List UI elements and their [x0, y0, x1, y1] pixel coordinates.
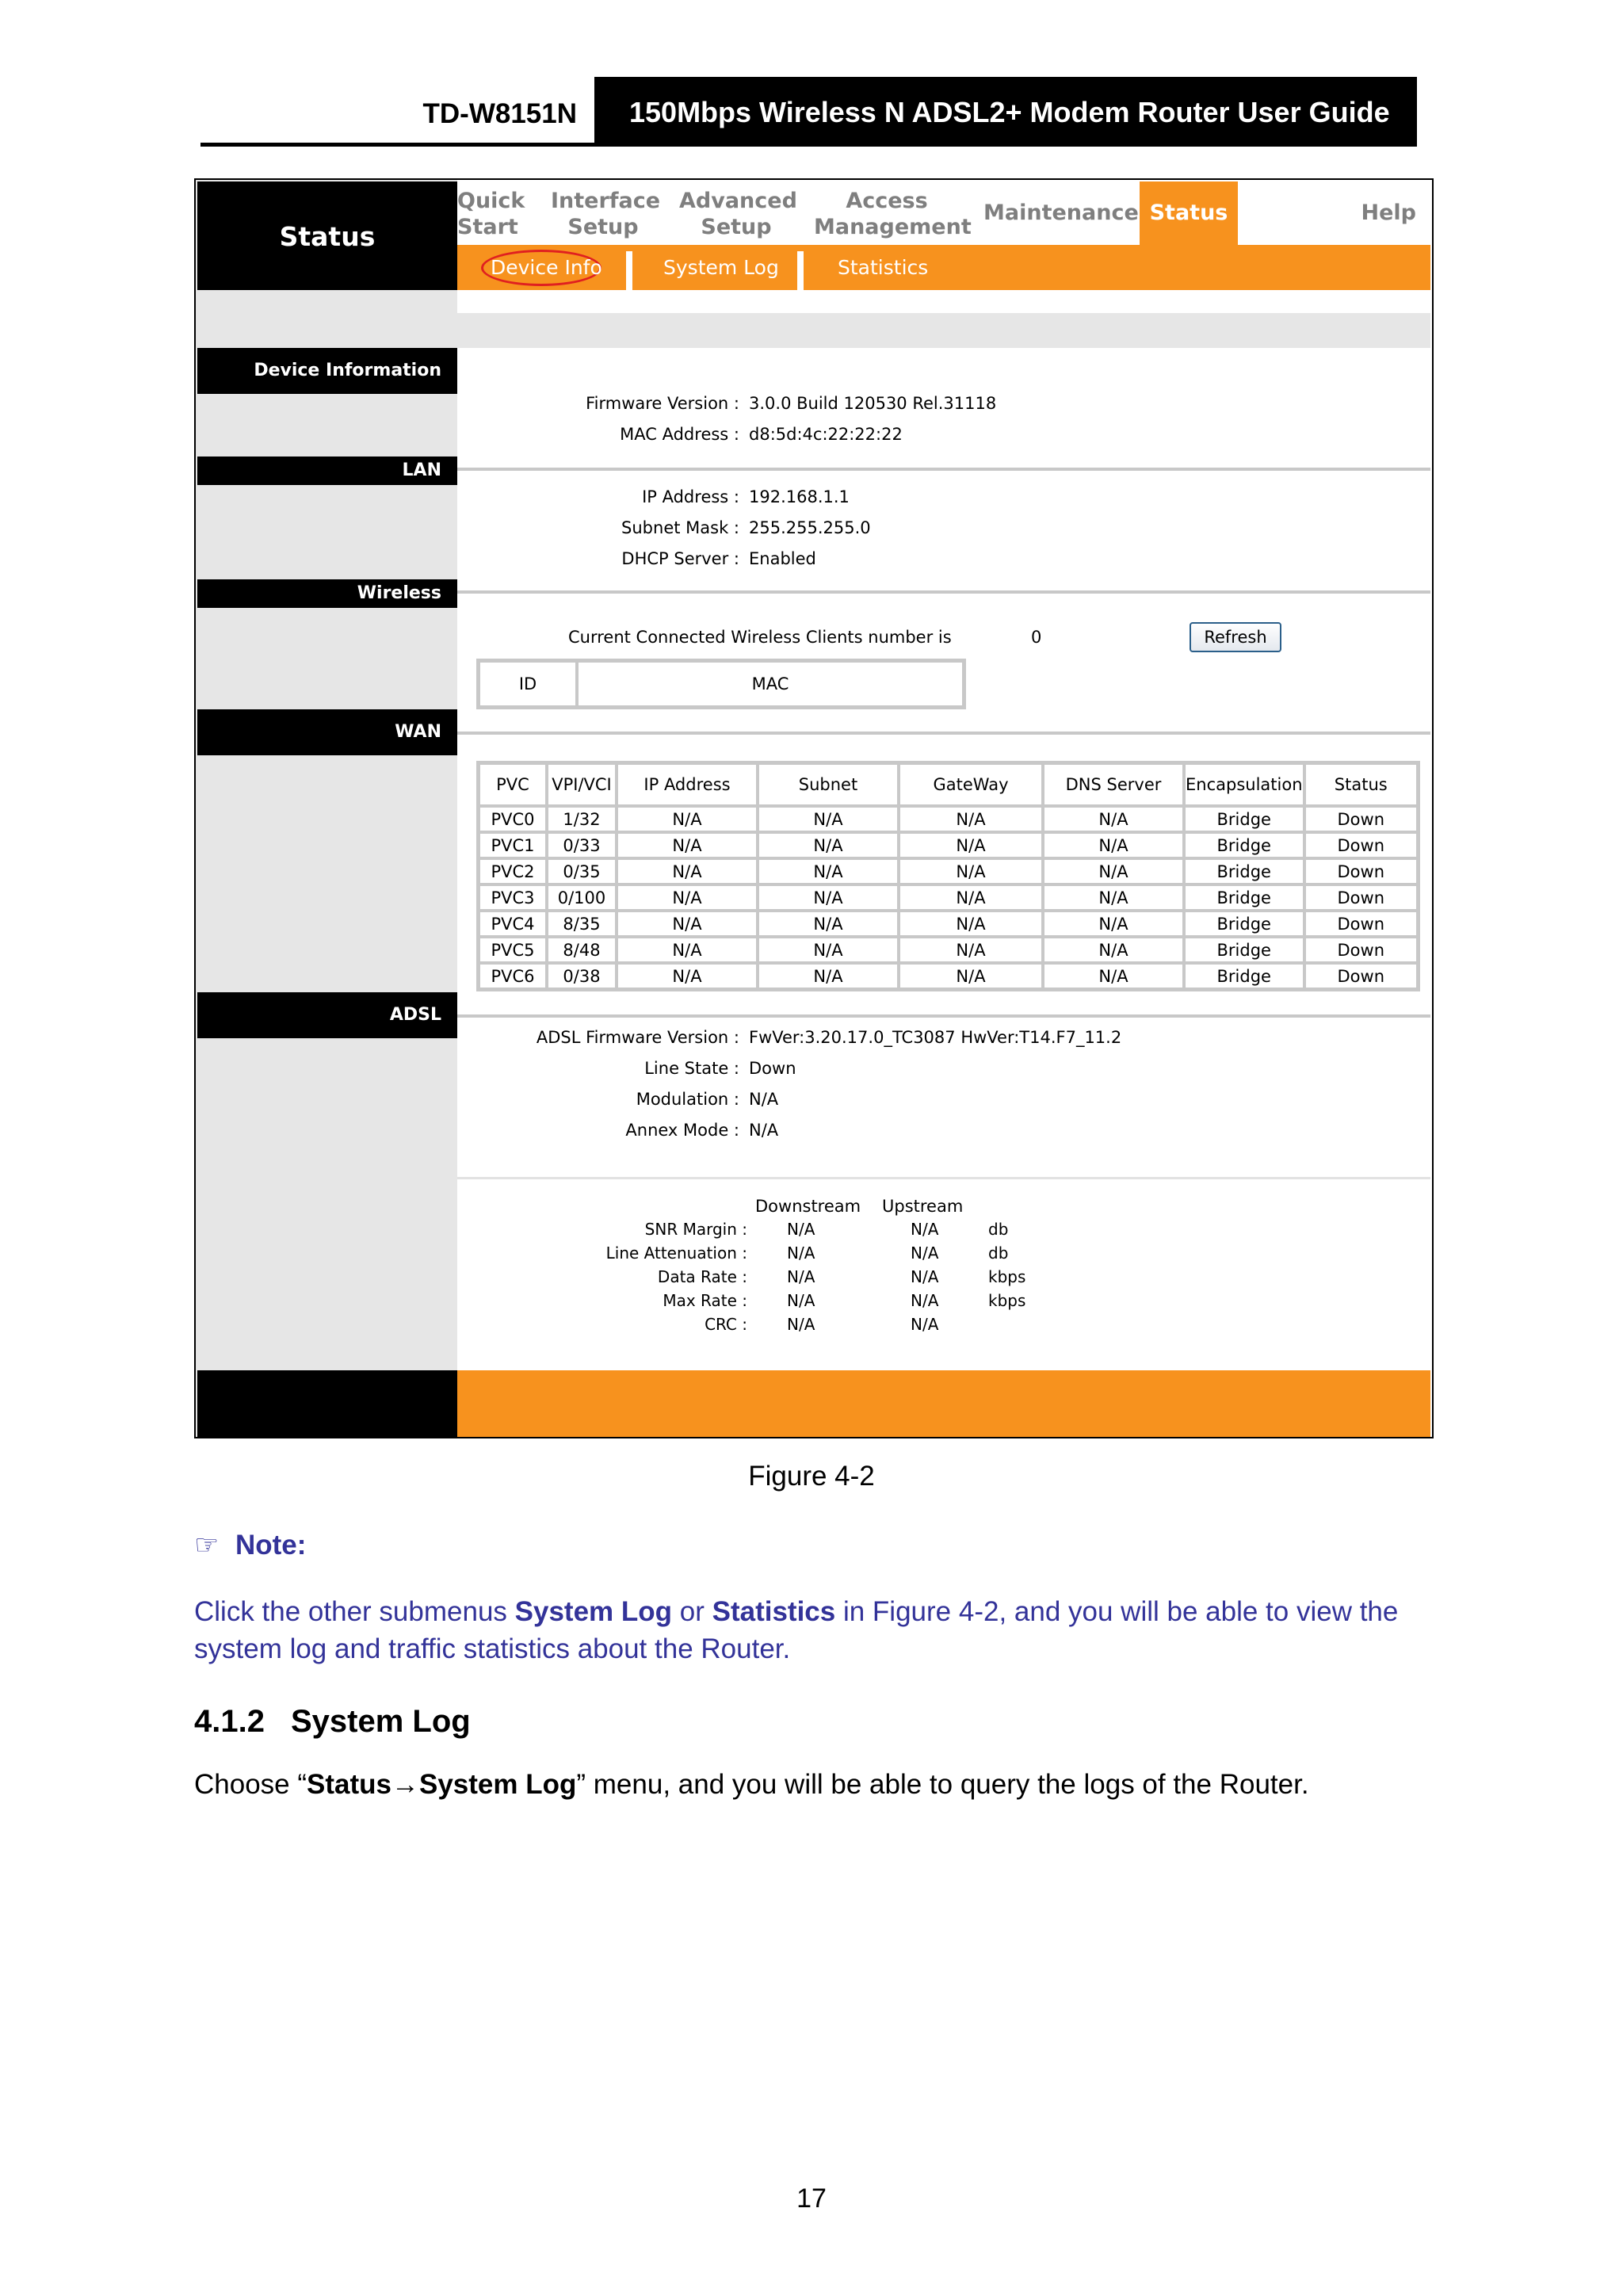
table-cell: Bridge: [1184, 884, 1304, 911]
table-cell: N/A: [899, 832, 1043, 858]
section-lan: LAN: [197, 457, 457, 485]
stat-downstream: N/A: [787, 1267, 815, 1286]
subnav-system-log[interactable]: System Log: [663, 256, 779, 279]
table-cell: N/A: [758, 806, 899, 832]
table-cell: N/A: [617, 937, 758, 963]
table-row: [479, 806, 1418, 832]
table-cell: Down: [1304, 858, 1418, 884]
mac-value: d8:5d:4c:22:22:22: [749, 425, 903, 444]
col-ip-address: IP Address: [617, 763, 758, 806]
subnav-statistics[interactable]: Statistics: [838, 256, 929, 279]
table-cell: Down: [1304, 806, 1418, 832]
table-cell: PVC6: [479, 963, 547, 989]
note-bold-system-log: System Log: [514, 1596, 673, 1627]
router-ui: [196, 180, 1432, 1437]
table-cell: Bridge: [1184, 911, 1304, 937]
subnav-separator: [797, 251, 804, 290]
divider: [457, 590, 1430, 594]
nav-label: Setup: [567, 215, 639, 239]
table-cell: N/A: [899, 858, 1043, 884]
table-cell: PVC2: [479, 858, 547, 884]
note-heading: [194, 1530, 306, 1564]
table-cell: N/A: [899, 963, 1043, 989]
stat-upstream: N/A: [911, 1291, 939, 1310]
table-cell: Bridge: [1184, 937, 1304, 963]
nav-label: Management: [814, 215, 972, 239]
table-cell: N/A: [758, 963, 899, 989]
subnav-separator: [626, 251, 632, 290]
stat-downstream: N/A: [787, 1220, 815, 1239]
table-cell: N/A: [1043, 963, 1184, 989]
nav-label: Interface: [551, 189, 661, 213]
table-cell: N/A: [617, 832, 758, 858]
page-number: 17: [796, 2183, 827, 2214]
table-cell: Down: [1304, 937, 1418, 963]
table-cell: 8/35: [547, 911, 617, 937]
note-text-part: Click the other submenus: [194, 1596, 515, 1627]
table-row: [479, 858, 1418, 884]
table-cell: PVC4: [479, 911, 547, 937]
table-cell: N/A: [899, 911, 1043, 937]
sub-nav: [457, 245, 1430, 290]
table-cell: N/A: [617, 858, 758, 884]
table-cell: N/A: [1043, 806, 1184, 832]
table-cell: N/A: [617, 911, 758, 937]
adsl-fw-label: ADSL Firmware Version :: [536, 1028, 739, 1047]
table-cell: 0/33: [547, 832, 617, 858]
nav-label: Quick: [457, 189, 525, 213]
firmware-label: Firmware Version :: [586, 394, 739, 413]
table-cell: Bridge: [1184, 806, 1304, 832]
stat-label: Data Rate :: [657, 1267, 747, 1286]
downstream-header: Downstream: [755, 1197, 861, 1216]
nav-maintenance[interactable]: Maintenance: [983, 201, 1139, 225]
lan-ip-label: IP Address :: [642, 487, 739, 506]
table-cell: N/A: [1043, 858, 1184, 884]
table-cell: N/A: [758, 884, 899, 911]
stat-upstream: N/A: [911, 1244, 939, 1263]
modulation-value: N/A: [749, 1090, 779, 1109]
table-cell: N/A: [617, 963, 758, 989]
wan-table-body: [479, 806, 1418, 989]
stat-downstream: N/A: [787, 1315, 815, 1334]
table-cell: Bridge: [1184, 832, 1304, 858]
table-cell: N/A: [899, 806, 1043, 832]
nav-access-management[interactable]: [814, 181, 972, 245]
divider: [457, 1177, 1430, 1179]
wan-table: [476, 761, 1420, 991]
section-device-information: Device Information: [197, 348, 457, 394]
section-heading: [194, 1704, 471, 1740]
figure-caption: Figure 4-2: [748, 1461, 875, 1492]
table-header-row: [479, 763, 1418, 806]
nav-label: Setup: [701, 215, 772, 239]
nav-label: Start: [457, 215, 518, 239]
table-cell: 0/35: [547, 858, 617, 884]
stat-label: Max Rate :: [663, 1291, 747, 1310]
col-status: Status: [1304, 763, 1418, 806]
nav-advanced-setup[interactable]: [679, 181, 797, 245]
wireless-clients-table: [476, 659, 966, 709]
table-cell: N/A: [758, 911, 899, 937]
table-cell: N/A: [1043, 884, 1184, 911]
nav-quick-start[interactable]: [457, 181, 525, 245]
stat-downstream: N/A: [787, 1291, 815, 1310]
table-row: [479, 937, 1418, 963]
wireless-clients-count: 0: [1031, 628, 1042, 647]
table-cell: N/A: [1043, 832, 1184, 858]
col-pvc: PVC: [479, 763, 547, 806]
stat-unit: kbps: [988, 1267, 1026, 1286]
lan-dhcp-label: DHCP Server :: [621, 549, 739, 568]
col-vpi-vci: VPI/VCI: [547, 763, 617, 806]
table-cell: 1/32: [547, 806, 617, 832]
left-status-title: Status: [197, 181, 457, 290]
col-subnet: Subnet: [758, 763, 899, 806]
table-cell: N/A: [1043, 911, 1184, 937]
table-cell: Bridge: [1184, 963, 1304, 989]
router-screenshot: [194, 178, 1434, 1438]
document-header: [200, 77, 1417, 147]
section-title: System Log: [291, 1704, 471, 1739]
table-cell: N/A: [899, 884, 1043, 911]
table-header-row: [479, 661, 964, 707]
col-encapsulation: Encapsulation: [1184, 763, 1304, 806]
nav-label: Advanced: [679, 189, 797, 213]
annex-label: Annex Mode :: [625, 1121, 739, 1140]
body-text-part: ” menu, and you will be able to query the logs of the Router.: [576, 1769, 1309, 1800]
divider: [457, 1014, 1430, 1018]
table-cell: Down: [1304, 911, 1418, 937]
body-text-part: Choose “: [194, 1769, 307, 1800]
divider: [457, 732, 1430, 735]
lan-ip-value: 192.168.1.1: [749, 487, 850, 506]
lan-subnet-label: Subnet Mask :: [621, 518, 739, 537]
lan-dhcp-value: Enabled: [749, 549, 816, 568]
stat-upstream: N/A: [911, 1315, 939, 1334]
line-state-value: Down: [749, 1059, 796, 1078]
body-paragraph: [194, 1769, 1309, 1801]
body-bold-menu-path: Status→System Log: [307, 1769, 577, 1800]
main-nav: [457, 181, 1430, 245]
section-adsl: ADSL: [197, 992, 457, 1038]
annex-value: N/A: [749, 1121, 779, 1140]
line-state-label: Line State :: [644, 1059, 739, 1078]
divider: [457, 468, 1430, 471]
firmware-value: 3.0.0 Build 120530 Rel.31118: [749, 394, 997, 413]
table-cell: N/A: [758, 832, 899, 858]
nav-interface-setup[interactable]: [551, 181, 661, 245]
pointing-hand-icon: ☞: [194, 1530, 220, 1561]
refresh-button[interactable]: Refresh: [1190, 622, 1281, 652]
footer-left: [197, 1370, 457, 1437]
table-cell: Down: [1304, 884, 1418, 911]
doc-model-name: TD-W8151N: [200, 77, 594, 147]
table-row: [479, 911, 1418, 937]
stat-downstream: N/A: [787, 1244, 815, 1263]
table-cell: 0/100: [547, 884, 617, 911]
col-gateway: GateWay: [899, 763, 1043, 806]
section-wan: WAN: [197, 709, 457, 755]
table-row: [479, 832, 1418, 858]
stat-unit: db: [988, 1220, 1009, 1239]
table-cell: Down: [1304, 832, 1418, 858]
col-id: ID: [479, 661, 577, 707]
stat-label: SNR Margin :: [644, 1220, 747, 1239]
table-cell: N/A: [617, 884, 758, 911]
subnav-device-info[interactable]: Device Info: [491, 256, 602, 279]
nav-status[interactable]: Status: [1140, 181, 1238, 245]
note-bold-statistics: Statistics: [712, 1596, 836, 1627]
table-cell: PVC5: [479, 937, 547, 963]
table-cell: N/A: [617, 806, 758, 832]
stat-unit: kbps: [988, 1291, 1026, 1310]
table-cell: PVC0: [479, 806, 547, 832]
note-label: Note:: [235, 1530, 307, 1561]
stat-upstream: N/A: [911, 1220, 939, 1239]
lan-subnet-value: 255.255.255.0: [749, 518, 871, 537]
mac-label: MAC Address :: [620, 425, 739, 444]
col-mac: MAC: [577, 661, 964, 707]
table-cell: 0/38: [547, 963, 617, 989]
table-cell: Down: [1304, 963, 1418, 989]
nav-label: Access: [846, 189, 928, 213]
upstream-header: Upstream: [882, 1197, 964, 1216]
footer-right: [457, 1370, 1430, 1437]
gray-band: [196, 313, 1430, 348]
table-cell: PVC3: [479, 884, 547, 911]
modulation-label: Modulation :: [636, 1090, 739, 1109]
table-cell: N/A: [899, 937, 1043, 963]
note-text: [194, 1593, 1442, 1668]
table-cell: PVC1: [479, 832, 547, 858]
stat-upstream: N/A: [911, 1267, 939, 1286]
table-cell: N/A: [1043, 937, 1184, 963]
doc-guide-title: 150Mbps Wireless N ADSL2+ Modem Router User Guide: [594, 77, 1417, 147]
stat-unit: db: [988, 1244, 1009, 1263]
note-text-part: or: [672, 1596, 712, 1627]
table-cell: Bridge: [1184, 858, 1304, 884]
wireless-clients-label: Current Connected Wireless Clients number is: [568, 628, 952, 647]
table-cell: N/A: [758, 937, 899, 963]
nav-help[interactable]: Help: [1361, 201, 1416, 225]
table-cell: N/A: [758, 858, 899, 884]
table-row: [479, 884, 1418, 911]
note-text-part: in Figure 4-2, and you will be able to view the system log and traffic statistics about the Router.: [194, 1596, 1399, 1664]
table-cell: 8/48: [547, 937, 617, 963]
section-number: 4.1.2: [194, 1704, 265, 1739]
adsl-fw-value: FwVer:3.20.17.0_TC3087 HwVer:T14.F7_11.2: [749, 1028, 1122, 1047]
section-wireless: Wireless: [197, 579, 457, 608]
stat-label: Line Attenuation :: [605, 1244, 747, 1263]
stat-label: CRC :: [705, 1315, 747, 1334]
table-row: [479, 963, 1418, 989]
col-dns-server: DNS Server: [1043, 763, 1184, 806]
